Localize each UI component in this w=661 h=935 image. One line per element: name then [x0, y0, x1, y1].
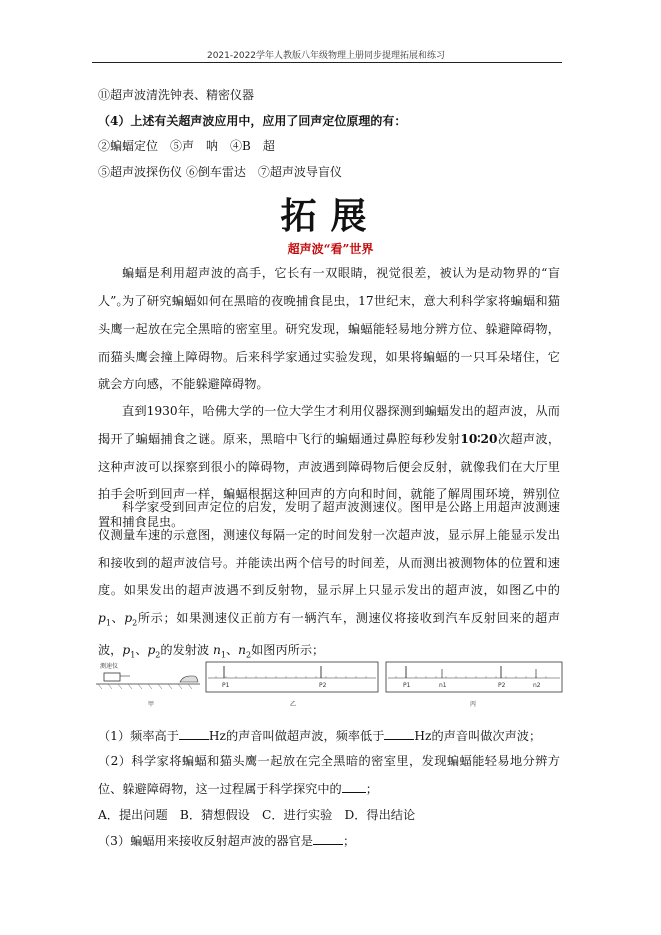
- car-icon: [180, 676, 198, 682]
- question-1: （1）频率高于 Hz的声音叫做超声波，频率低于 Hz的声音叫做次声波；: [98, 729, 542, 743]
- question-4-title: （4）上述有关超声波应用中，应用了回声定位原理的有：: [98, 114, 407, 128]
- paragraph-2: 为了研究蝙蝠如何在黑暗的夜晚捕食昆虫，17世纪末，意大利科学家将蝙蝠和猫头鹰一起放在完全黑暗的密室里。研究发现，蝙蝠能轻易地分辨方位、躲避障碍物，而猫头鹰会撞上障碍物。后来科学家通过实验发现，如果将蝙蝠的一只耳朵堵住，它就会方向感，不能躲避障碍物。: [98, 294, 560, 392]
- svg-text:乙: 乙: [290, 701, 297, 708]
- device-label: 测速仪: [100, 663, 119, 670]
- blank-1[interactable]: [179, 728, 209, 740]
- paragraph-3: 直到1930年，哈佛大学的一位大学生才利用仪器探测到蝙蝠发出的超声波，从而揭开了蝙蝠捕食之谜。原来，黑暗中飞行的蝙蝠通过鼻腔每秒发射10∶20次超声波，这种声波可以探察到很小的障碍物，声波遇到障碍物后便会反射，就像我们在大厅里拍手会听到回声一样，蝙蝠根据这种回声的方向和时间，就能了解周围环境，辨别位置和捕食昆虫。: [98, 404, 561, 530]
- svg-text:丙: 丙: [470, 701, 477, 708]
- svg-text:甲: 甲: [148, 701, 155, 708]
- question-2: （2）科学家将蝙蝠和猫头鹰一起放在完全黑暗的密室里，发现蝙蝠能轻易地分辨方位、躲避障碍物，这一过程属于科学探究中的 ；: [98, 754, 560, 796]
- svg-text:n1: n1: [439, 682, 447, 689]
- page-header: 2021-2022学年人教版八年级物理上册同步提理拓展和练习: [206, 51, 446, 61]
- question-2-options: A．提出问题 B．猜想假设 C．进行实验 D．得出结论: [98, 808, 416, 822]
- item-11: ⑪超声波清洗钟表、精密仪器: [98, 88, 255, 102]
- svg-text:n2: n2: [533, 682, 541, 689]
- figure-yi: [206, 662, 378, 708]
- section-subtitle: 超声波“看”世界: [287, 242, 374, 256]
- question-3: （3）蝙蝠用来接收反射超声波的器官是 ；: [98, 834, 356, 848]
- section-big-title: 拓展: [280, 195, 381, 237]
- speed-device-icon: [104, 673, 120, 681]
- svg-text:P2: P2: [319, 682, 327, 689]
- paragraph-1: 蝙蝠是利用超声波的高手，它长有一双眼睛，视觉很差，被认为是动物界的“盲人”。: [98, 266, 560, 308]
- figure-bing: [386, 662, 562, 708]
- svg-text:P1: P1: [222, 682, 230, 689]
- svg-text:P1: P1: [403, 682, 411, 689]
- blank-2[interactable]: [384, 728, 414, 740]
- options-row-1: ②蝙蝠定位 ⑤声 呐 ④B 超: [98, 139, 275, 153]
- options-row-2: ⑤超声波探伤仪 ⑥倒车雷达 ⑦超声波导盲仪: [98, 165, 342, 179]
- figure-jia: [96, 662, 200, 708]
- blank-3[interactable]: [342, 781, 366, 793]
- blank-4[interactable]: [313, 833, 343, 845]
- svg-text:P2: P2: [498, 682, 506, 689]
- header-rule: [92, 62, 562, 63]
- speed-measure-figure: [96, 656, 566, 708]
- paragraph-4: 科学家受到回声定位的启发，发明了超声波测速仪。图甲是公路上用超声波测速仪测量车速的示意图，测速仪每隔一定的时间发射一次超声波，显示屏上能显示发出和接收到的超声波信号。并能读出两个信号的时间差，从而测出被测物体的位置和速度。如果发出的超声波遇不到反射物，显示屏上只显示发出的超声波，如图乙中的$p_1$、$p_2$所示；如果测速仪正前方有一辆汽车，测速仪将接收到汽车反射回来的超声波，$p_1$、$p_2$的发射波 $n_1$、$n_2$如图丙所示；: [98, 500, 561, 660]
